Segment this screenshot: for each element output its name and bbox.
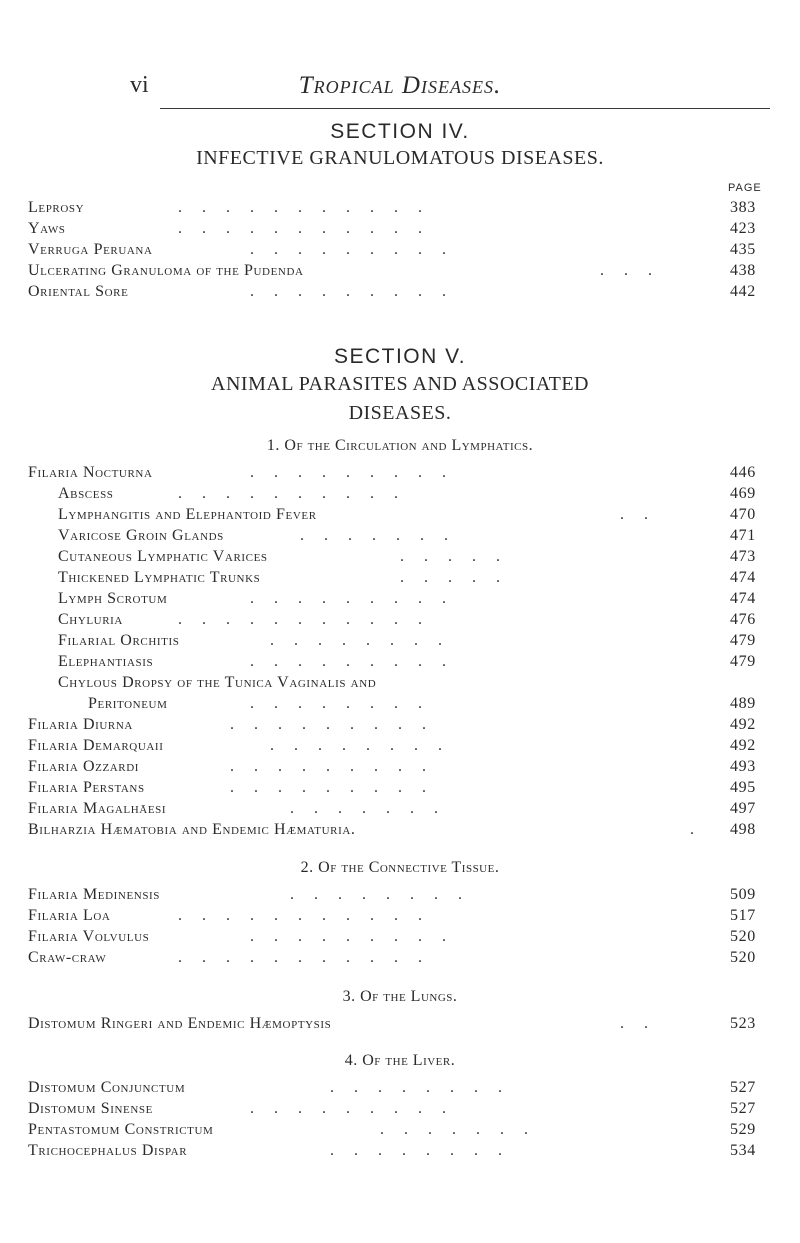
toc-entry [0, 1120, 800, 1140]
toc-entry-label: Verruga Peruana [28, 241, 153, 258]
subsection-heading: 4. Of the Liver. [344, 1052, 456, 1069]
toc-entry-label: Peritoneum [88, 695, 168, 712]
toc-entry [0, 757, 800, 777]
toc-entry-label: Filaria Medinensis [28, 886, 161, 903]
leader-dots: . . . . . . . . [250, 695, 430, 712]
toc-entry [0, 927, 800, 947]
leader-dots: . . . . . . . . . [250, 928, 454, 945]
toc-entry-label: Filaria Nocturna [28, 464, 153, 481]
leader-dots: . . . . . . . . . [250, 1100, 454, 1117]
toc-entry-page: 469 [730, 485, 756, 502]
leader-dots: . . . . . . . . . [250, 464, 454, 481]
toc-entry-page: 476 [730, 611, 756, 628]
toc-entry-page: 423 [730, 220, 756, 237]
toc-entry [0, 673, 800, 693]
toc-entry-label: Filaria Volvulus [28, 928, 150, 945]
toc-entry [0, 631, 800, 651]
toc-entry-label: Distomum Ringeri and Endemic Hæmoptysis [28, 1015, 332, 1032]
section-v-title-line2: DISEASES. [348, 402, 452, 424]
toc-entry [0, 948, 800, 968]
leader-dots: . . . . . . . . . [250, 653, 454, 670]
toc-entry-label: Pentastomum Constrictum [28, 1121, 214, 1138]
toc-entry-page: 493 [730, 758, 756, 775]
toc-entry [0, 906, 800, 926]
toc-entry-page: 529 [730, 1121, 756, 1138]
page-folio: vi [130, 72, 149, 98]
toc-entry-label: Thickened Lymphatic Trunks [58, 569, 261, 586]
toc-entry-label: Filaria Demarquaii [28, 737, 164, 754]
toc-entry-label: Bilharzia Hæmatobia and Endemic Hæmaturia. [28, 821, 356, 838]
toc-entry [0, 547, 800, 567]
toc-entry-label: Filaria Perstans [28, 779, 145, 796]
toc-entry-label: Chylous Dropsy of the Tunica Vaginalis and [58, 674, 377, 691]
toc-entry-page: 498 [730, 821, 756, 838]
toc-entry-page: 520 [730, 928, 756, 945]
toc-entry-page: 446 [730, 464, 756, 481]
toc-entry [0, 463, 800, 483]
page-column-label: PAGE [728, 182, 762, 194]
toc-entry-page: 383 [730, 199, 756, 216]
leader-dots: . . . . . . . . . [250, 241, 454, 258]
toc-entry [0, 610, 800, 630]
toc-entry-page: 527 [730, 1079, 756, 1096]
leader-dots: . . . . . . . [380, 1121, 536, 1138]
leader-dots: . . . . . . . . . . . [178, 949, 430, 966]
leader-dots: . [690, 821, 702, 838]
toc-entry [0, 778, 800, 798]
toc-entry-page: 442 [730, 283, 756, 300]
toc-entry [0, 1014, 800, 1034]
leader-dots: . . [620, 506, 656, 523]
leader-dots: . . . . . . . . . . . [178, 199, 430, 216]
toc-entry-label: Elephantiasis [58, 653, 154, 670]
toc-entry-page: 474 [730, 590, 756, 607]
toc-entry [0, 799, 800, 819]
toc-entry-label: Lymphangitis and Elephantoid Fever [58, 506, 317, 523]
toc-entry [0, 1141, 800, 1161]
running-header [30, 72, 770, 112]
toc-entry-label: Chyluria [58, 611, 123, 628]
toc-entry-label: Yaws [28, 220, 66, 237]
toc-entry [0, 505, 800, 525]
leader-dots: . . . . . [400, 569, 508, 586]
leader-dots: . . . . . . . . [330, 1079, 510, 1096]
leader-dots: . . . . . . . . . . . [178, 907, 430, 924]
toc-entry [0, 885, 800, 905]
toc-entry [0, 1099, 800, 1119]
toc-entry [0, 282, 800, 302]
running-title: Tropical Diseases. [298, 72, 502, 99]
toc-entry-page: 479 [730, 632, 756, 649]
leader-dots: . . . . . . . . [330, 1142, 510, 1159]
toc-entry-label: Distomum Sinense [28, 1100, 153, 1117]
subsection-heading: 2. Of the Connective Tissue. [300, 859, 500, 876]
leader-dots: . . . . . . . . [270, 632, 450, 649]
section-iv-title: INFECTIVE GRANULOMATOUS DISEASES. [196, 147, 604, 169]
toc-entry-page: 523 [730, 1015, 756, 1032]
leader-dots: . . . . . . . [300, 527, 456, 544]
toc-entry [0, 568, 800, 588]
toc-entry-label: Filaria Loa [28, 907, 111, 924]
toc-entry-label: Lymph Scrotum [58, 590, 168, 607]
leader-dots: . . . . . [400, 548, 508, 565]
toc-entry-page: 497 [730, 800, 756, 817]
toc-entry-label: Filarial Orchitis [58, 632, 180, 649]
toc-entry [0, 240, 800, 260]
toc-entry [0, 736, 800, 756]
toc-entry-label: Oriental Sore [28, 283, 129, 300]
toc-entry-page: 509 [730, 886, 756, 903]
leader-dots: . . . . . . . . [270, 737, 450, 754]
leader-dots: . . . [600, 262, 660, 279]
toc-entry-label: Craw-craw [28, 949, 107, 966]
header-rule [160, 108, 770, 109]
leader-dots: . . . . . . . . . . . [178, 611, 430, 628]
toc-entry-page: 520 [730, 949, 756, 966]
toc-entry [0, 198, 800, 218]
section-iv-heading: SECTION IV. [330, 120, 470, 143]
toc-entry-label: Varicose Groin Glands [58, 527, 224, 544]
toc-entry-label: Filaria Diurna [28, 716, 133, 733]
toc-entry [0, 715, 800, 735]
toc-entry-page: 470 [730, 506, 756, 523]
toc-entry-label: Cutaneous Lymphatic Varices [58, 548, 268, 565]
toc-entry [0, 1078, 800, 1098]
toc-entry-label: Trichocephalus Dispar [28, 1142, 188, 1159]
subsection-heading: 3. Of the Lungs. [342, 988, 458, 1005]
toc-entry [0, 694, 800, 714]
toc-entry [0, 484, 800, 504]
section-v-title-line1: ANIMAL PARASITES AND ASSOCIATED [211, 373, 589, 395]
toc-entry-page: 489 [730, 695, 756, 712]
toc-entry-label: Leprosy [28, 199, 85, 216]
toc-entry-page: 474 [730, 569, 756, 586]
subsection-heading: 1. Of the Circulation and Lymphatics. [266, 437, 534, 454]
toc-entry [0, 820, 800, 840]
toc-entry-label: Abscess [58, 485, 114, 502]
toc-entry [0, 261, 800, 281]
leader-dots: . . [620, 1015, 656, 1032]
toc-entry-page: 473 [730, 548, 756, 565]
leader-dots: . . . . . . . . . [230, 758, 434, 775]
toc-entry-page: 471 [730, 527, 756, 544]
toc-entry-label: Distomum Conjunctum [28, 1079, 186, 1096]
leader-dots: . . . . . . . [290, 800, 446, 817]
leader-dots: . . . . . . . . . . [178, 485, 406, 502]
section-v-heading: SECTION V. [333, 345, 467, 368]
leader-dots: . . . . . . . . [290, 886, 470, 903]
toc-entry [0, 589, 800, 609]
leader-dots: . . . . . . . . . [230, 779, 434, 796]
toc-entry [0, 219, 800, 239]
toc-entry-page: 479 [730, 653, 756, 670]
toc-entry-page: 527 [730, 1100, 756, 1117]
toc-entry [0, 526, 800, 546]
leader-dots: . . . . . . . . . [230, 716, 434, 733]
toc-entry-page: 492 [730, 716, 756, 733]
leader-dots: . . . . . . . . . [250, 283, 454, 300]
toc-entry-page: 495 [730, 779, 756, 796]
toc-entry [0, 652, 800, 672]
toc-entry-page: 438 [730, 262, 756, 279]
toc-entry-page: 435 [730, 241, 756, 258]
leader-dots: . . . . . . . . . . . [178, 220, 430, 237]
toc-entry-label: Filaria Magalhāesi [28, 800, 167, 817]
toc-entry-label: Ulcerating Granuloma of the Pudenda [28, 262, 304, 279]
toc-entry-page: 534 [730, 1142, 756, 1159]
leader-dots: . . . . . . . . . [250, 590, 454, 607]
toc-entry-page: 492 [730, 737, 756, 754]
toc-entry-label: Filaria Ozzardi [28, 758, 140, 775]
toc-entry-page: 517 [730, 907, 756, 924]
